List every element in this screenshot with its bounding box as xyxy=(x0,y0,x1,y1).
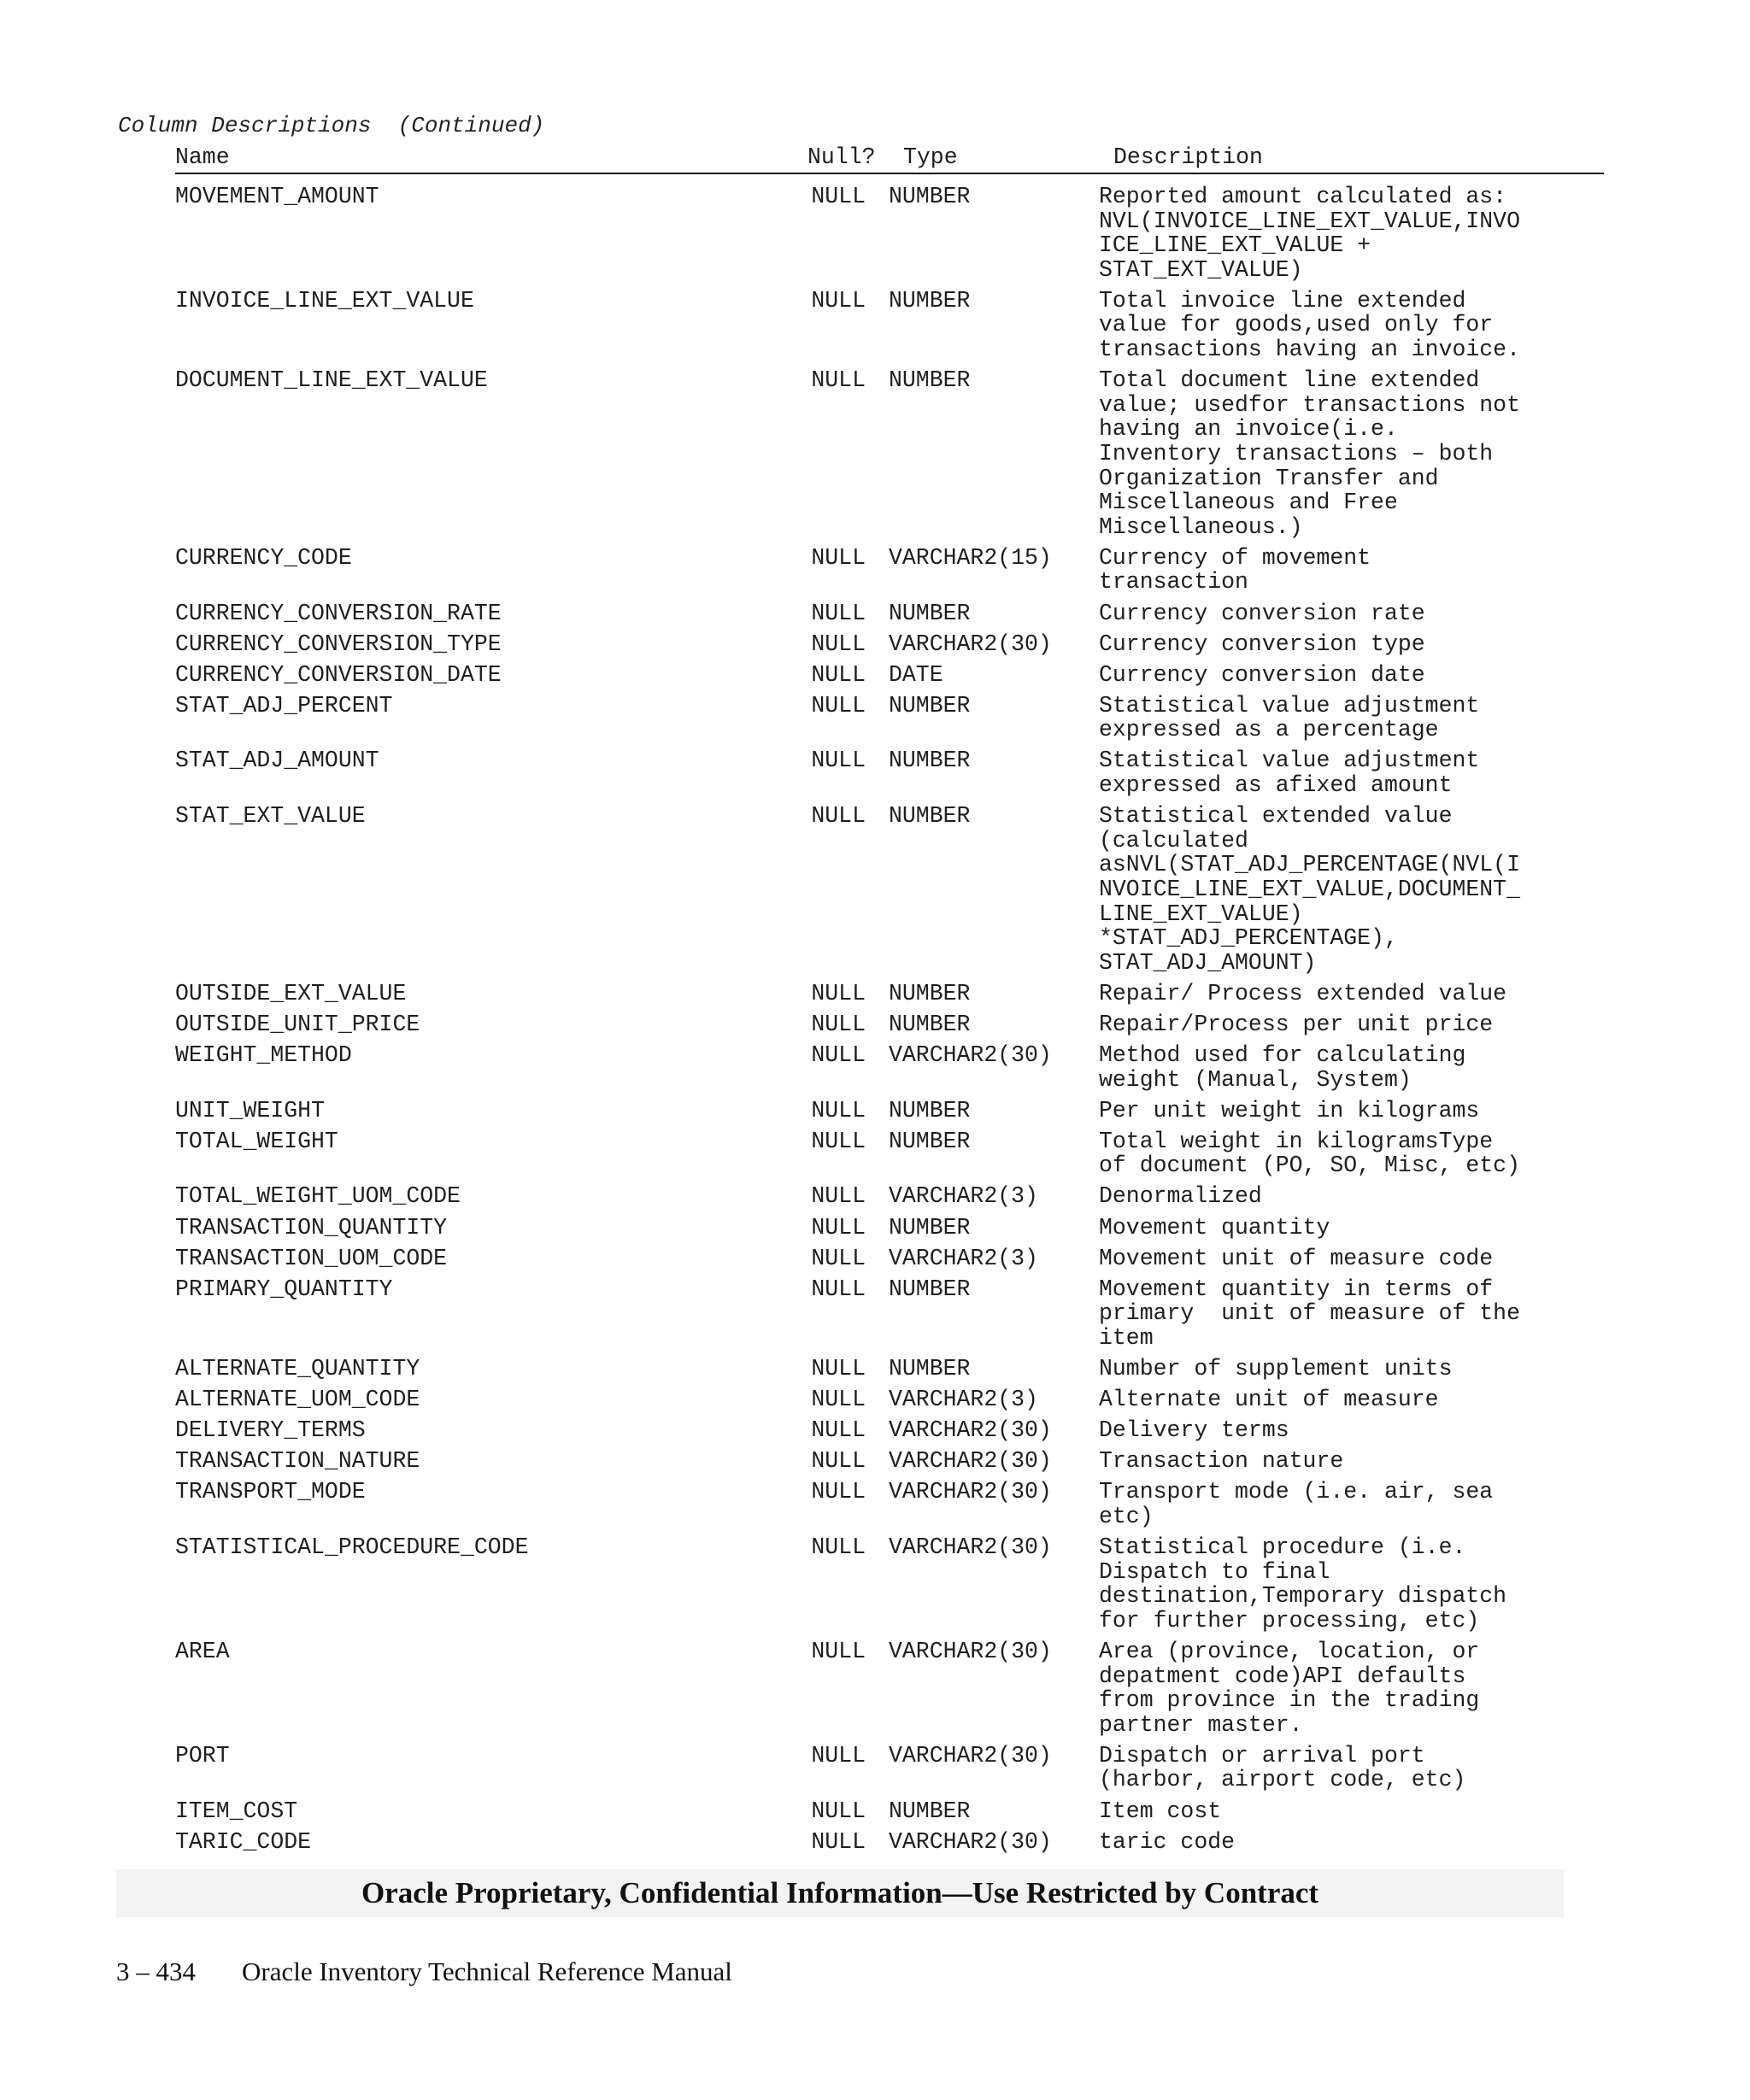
column-null: NULL xyxy=(811,287,866,314)
column-name: DELIVERY_TERMS xyxy=(175,1417,366,1444)
column-type: NUMBER xyxy=(889,1214,971,1241)
column-null: NULL xyxy=(811,1214,866,1241)
column-description: Transaction nature xyxy=(1099,1448,1344,1475)
table-row xyxy=(175,546,1604,595)
column-description: Statistical value adjustment expressed as afixed amount xyxy=(1099,748,1480,799)
column-null: NULL xyxy=(811,1448,866,1475)
column-description: Dispatch or arrival port (harbor, airport code, etc) xyxy=(1099,1742,1466,1793)
column-null: NULL xyxy=(811,1742,866,1769)
column-name: STAT_EXT_VALUE xyxy=(175,803,366,830)
table-row xyxy=(175,1535,1604,1633)
column-description: Currency of movement transaction xyxy=(1099,544,1371,595)
column-type: NUMBER xyxy=(889,1011,971,1037)
table-row xyxy=(175,368,1604,539)
table-body xyxy=(175,174,1604,1854)
column-type: VARCHAR2(30) xyxy=(889,1448,1052,1475)
column-type: VARCHAR2(30) xyxy=(889,1534,1052,1561)
column-type: VARCHAR2(3) xyxy=(889,1387,1038,1413)
table-row xyxy=(175,1418,1604,1443)
column-null: NULL xyxy=(811,184,866,209)
table-row xyxy=(175,694,1604,742)
header-description: Description xyxy=(1113,144,1263,170)
column-name: PORT xyxy=(175,1742,230,1769)
table-row xyxy=(175,1640,1604,1737)
column-null: NULL xyxy=(811,1356,866,1382)
column-null: NULL xyxy=(811,367,866,394)
column-name: STATISTICAL_PROCEDURE_CODE xyxy=(175,1534,529,1561)
column-name: CURRENCY_CONVERSION_DATE xyxy=(175,661,502,688)
table-row xyxy=(175,1247,1604,1271)
column-null: NULL xyxy=(811,544,866,571)
column-name: DOCUMENT_LINE_EXT_VALUE xyxy=(175,367,488,394)
table-header xyxy=(175,144,1604,174)
column-name: AREA xyxy=(175,1638,230,1664)
column-name: TARIC_CODE xyxy=(175,1828,312,1855)
column-description: taric code xyxy=(1099,1828,1236,1855)
table-row xyxy=(175,1012,1604,1037)
header-name: Name xyxy=(175,144,230,170)
column-name: TRANSACTION_UOM_CODE xyxy=(175,1245,448,1271)
column-null: NULL xyxy=(811,803,866,830)
column-null: NULL xyxy=(811,1276,866,1302)
table-row xyxy=(175,748,1604,797)
table-row xyxy=(175,185,1604,282)
table-row xyxy=(175,1277,1604,1351)
table-row xyxy=(175,1184,1604,1209)
table-row xyxy=(175,804,1604,975)
column-null: NULL xyxy=(811,600,866,626)
table-row xyxy=(175,1099,1604,1123)
page-number: 3 – 434 xyxy=(116,1956,196,1986)
column-name: TRANSPORT_MODE xyxy=(175,1479,366,1505)
column-type: DATE xyxy=(889,661,943,688)
column-descriptions-table xyxy=(175,144,1604,1861)
table-row xyxy=(175,1387,1604,1412)
column-type: VARCHAR2(30) xyxy=(889,1638,1052,1664)
confidential-banner: Oracle Proprietary, Confidential Information––Use Restricted by Contract xyxy=(116,1869,1564,1917)
table-row xyxy=(175,982,1604,1006)
column-name: ITEM_COST xyxy=(175,1798,298,1824)
column-name: TRANSACTION_NATURE xyxy=(175,1448,420,1475)
column-name: OUTSIDE_UNIT_PRICE xyxy=(175,1011,420,1037)
column-name: MOVEMENT_AMOUNT xyxy=(175,184,379,209)
column-description: Repair/Process per unit price xyxy=(1099,1011,1494,1037)
column-null: NULL xyxy=(811,1798,866,1824)
column-name: ALTERNATE_UOM_CODE xyxy=(175,1387,420,1413)
column-null: NULL xyxy=(811,1097,866,1123)
column-name: ALTERNATE_QUANTITY xyxy=(175,1356,420,1382)
table-row xyxy=(175,632,1604,657)
column-name: PRIMARY_QUANTITY xyxy=(175,1276,393,1302)
column-name: STAT_ADJ_PERCENT xyxy=(175,692,393,719)
column-name: OUTSIDE_EXT_VALUE xyxy=(175,980,407,1006)
column-null: NULL xyxy=(811,631,866,657)
table-row xyxy=(175,663,1604,688)
column-null: NULL xyxy=(811,1479,866,1505)
column-null: NULL xyxy=(811,1417,866,1444)
column-type: NUMBER xyxy=(889,1798,971,1824)
table-row xyxy=(175,289,1604,362)
table-row xyxy=(175,1799,1604,1824)
column-description: Transport mode (i.e. air, sea etc) xyxy=(1099,1479,1494,1529)
column-type: NUMBER xyxy=(889,692,971,719)
column-description: Number of supplement units xyxy=(1099,1356,1453,1382)
section-heading: Column Descriptions (Continued) xyxy=(118,113,545,138)
header-type: Type xyxy=(903,144,958,170)
column-null: NULL xyxy=(811,692,866,719)
column-type: VARCHAR2(15) xyxy=(889,544,1052,571)
column-name: INVOICE_LINE_EXT_VALUE xyxy=(175,287,474,314)
column-description: Total document line extended value; usedfor transactions not having an invoice(i.e. Inventory transactions – both Organization Transfer and Miscellaneous and Free Miscellaneous.) xyxy=(1099,367,1520,540)
column-type: NUMBER xyxy=(889,1356,971,1382)
column-description: Movement unit of measure code xyxy=(1099,1245,1494,1271)
column-description: Total weight in kilogramsType of document (PO, SO, Misc, etc) xyxy=(1099,1128,1520,1179)
column-name: UNIT_WEIGHT xyxy=(175,1097,325,1123)
column-null: NULL xyxy=(811,661,866,688)
column-description: Currency conversion rate xyxy=(1099,600,1425,626)
table-row xyxy=(175,1357,1604,1381)
column-type: NUMBER xyxy=(889,184,971,209)
column-null: NULL xyxy=(811,1534,866,1561)
column-name: TOTAL_WEIGHT xyxy=(175,1128,338,1154)
column-type: NUMBER xyxy=(889,367,971,394)
column-type: NUMBER xyxy=(889,1097,971,1123)
table-row xyxy=(175,1043,1604,1092)
column-type: VARCHAR2(30) xyxy=(889,1742,1052,1769)
column-description: Movement quantity in terms of primary unit of measure of the item xyxy=(1099,1276,1520,1351)
column-null: NULL xyxy=(811,1387,866,1413)
column-type: NUMBER xyxy=(889,1276,971,1302)
column-type: VARCHAR2(3) xyxy=(889,1183,1038,1210)
table-row xyxy=(175,1129,1604,1178)
column-type: NUMBER xyxy=(889,980,971,1006)
column-null: NULL xyxy=(811,1638,866,1664)
header-null: Null? xyxy=(807,144,876,170)
column-description: Currency conversion type xyxy=(1099,631,1425,657)
column-null: NULL xyxy=(811,748,866,774)
column-type: VARCHAR2(30) xyxy=(889,631,1052,657)
column-name: STAT_ADJ_AMOUNT xyxy=(175,748,379,774)
table-row xyxy=(175,601,1604,626)
column-type: NUMBER xyxy=(889,287,971,314)
column-null: NULL xyxy=(811,1828,866,1855)
table-row xyxy=(175,1830,1604,1855)
column-description: Currency conversion date xyxy=(1099,661,1425,688)
column-name: CURRENCY_CODE xyxy=(175,544,352,571)
column-null: NULL xyxy=(811,1128,866,1154)
column-null: NULL xyxy=(811,1011,866,1037)
column-null: NULL xyxy=(811,980,866,1006)
column-null: NULL xyxy=(811,1042,866,1068)
column-description: Denormalized xyxy=(1099,1183,1262,1210)
column-type: NUMBER xyxy=(889,803,971,830)
column-name: WEIGHT_METHOD xyxy=(175,1042,352,1068)
column-description: Total invoice line extended value for goods,used only for transactions having an invoice. xyxy=(1099,287,1520,363)
column-null: NULL xyxy=(811,1183,866,1210)
column-description: Statistical value adjustment expressed as a percentage xyxy=(1099,692,1480,743)
column-name: TOTAL_WEIGHT_UOM_CODE xyxy=(175,1183,461,1210)
column-description: Repair/ Process extended value xyxy=(1099,980,1507,1006)
column-name: CURRENCY_CONVERSION_TYPE xyxy=(175,631,502,657)
table-row xyxy=(175,1449,1604,1474)
column-null: NULL xyxy=(811,1245,866,1271)
column-type: NUMBER xyxy=(889,600,971,626)
column-type: VARCHAR2(30) xyxy=(889,1479,1052,1505)
column-description: Per unit weight in kilograms xyxy=(1099,1097,1480,1123)
column-type: VARCHAR2(3) xyxy=(889,1245,1038,1271)
table-row xyxy=(175,1480,1604,1528)
column-description: Area (province, location, or depatment code)API defaults from province in the trading partner master. xyxy=(1099,1638,1480,1738)
column-description: Statistical extended value (calculated asNVL(STAT_ADJ_PERCENTAGE(NVL(I NVOICE_LINE_EXT_VALUE,DOCUMENT_ LINE_EXT_VALUE) *STAT_ADJ_PERCENTAGE), STAT_ADJ_AMOUNT) xyxy=(1099,803,1520,976)
column-description: Item cost xyxy=(1099,1798,1222,1824)
column-type: VARCHAR2(30) xyxy=(889,1417,1052,1444)
column-name: CURRENCY_CONVERSION_RATE xyxy=(175,600,502,626)
column-description: Delivery terms xyxy=(1099,1417,1289,1444)
manual-title: Oracle Inventory Technical Reference Manual xyxy=(242,1956,732,1986)
column-type: NUMBER xyxy=(889,748,971,774)
column-description: Method used for calculating weight (Manual, System) xyxy=(1099,1042,1466,1093)
column-description: Movement quantity xyxy=(1099,1214,1330,1241)
table-row xyxy=(175,1216,1604,1241)
column-description: Reported amount calculated as: NVL(INVOICE_LINE_EXT_VALUE,INVO ICE_LINE_EXT_VALUE + STAT_EXT_VALUE) xyxy=(1099,184,1520,283)
column-description: Alternate unit of measure xyxy=(1099,1387,1439,1413)
column-type: VARCHAR2(30) xyxy=(889,1828,1052,1855)
column-type: VARCHAR2(30) xyxy=(889,1042,1052,1068)
column-name: TRANSACTION_QUANTITY xyxy=(175,1214,448,1241)
table-row xyxy=(175,1744,1604,1792)
column-type: NUMBER xyxy=(889,1128,971,1154)
column-description: Statistical procedure (i.e. Dispatch to final destination,Temporary dispatch for further processing, etc) xyxy=(1099,1534,1507,1634)
